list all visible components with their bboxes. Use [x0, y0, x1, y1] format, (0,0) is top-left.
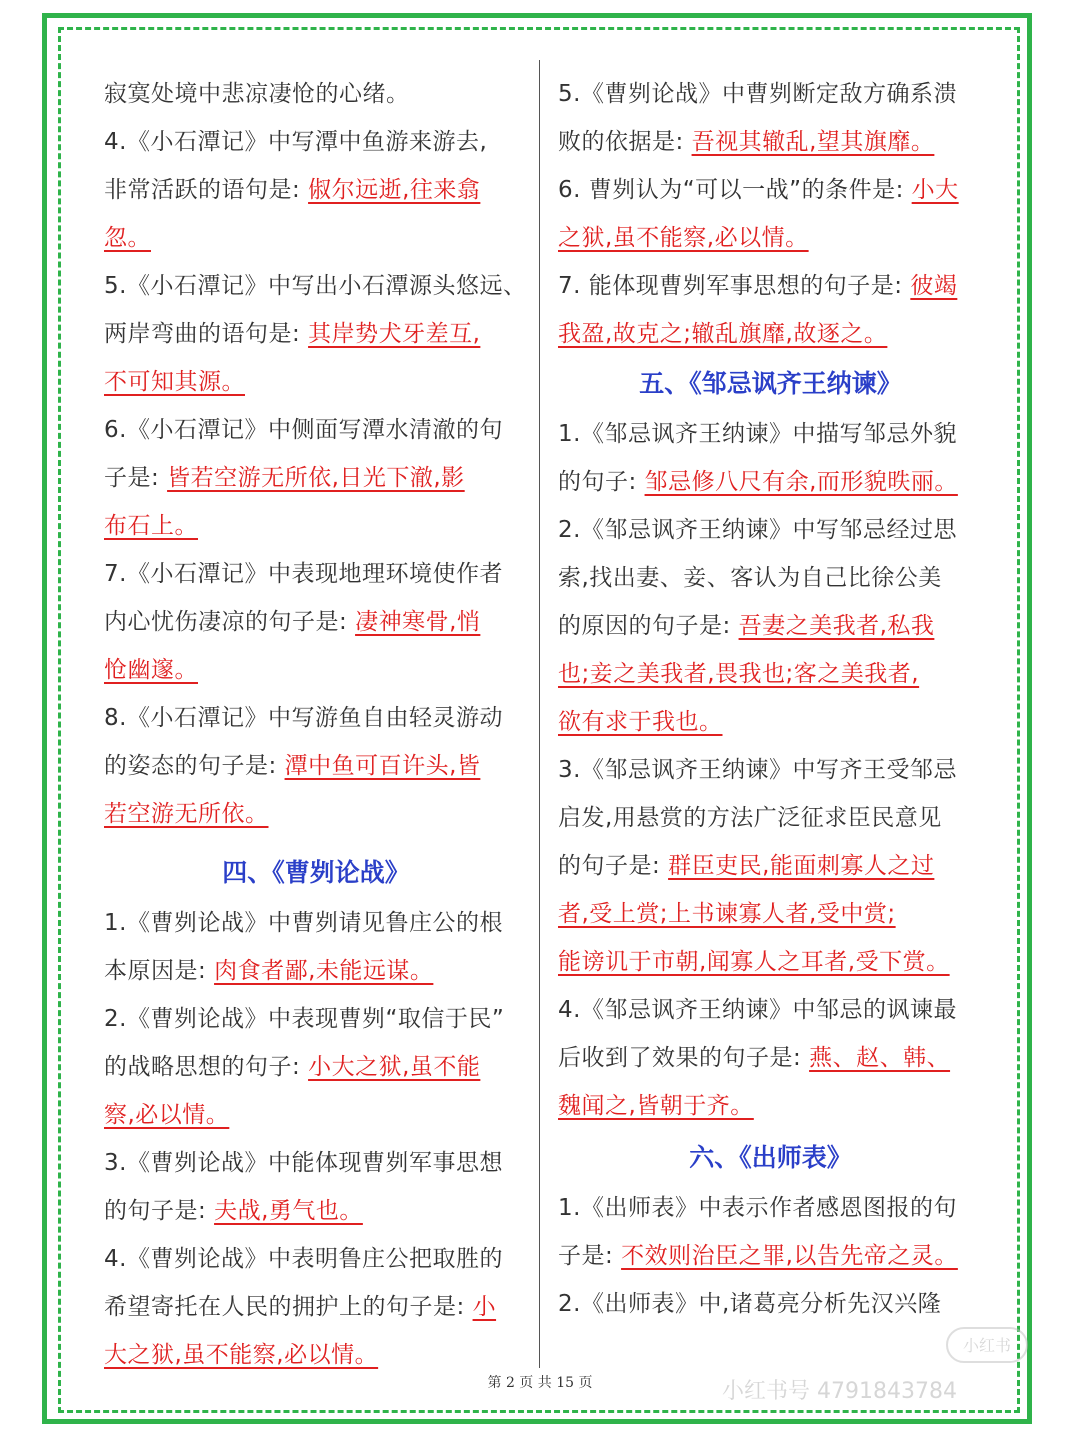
question-text: 2.《曹刿论战》中表现曹刿“取信于民” [104, 1006, 505, 1032]
question-text: 本原因是: [104, 958, 215, 984]
text-line [558, 118, 983, 166]
right-lines-3 [558, 1184, 983, 1328]
question-text: 启发,用悬赏的方法广泛征求臣民意见 [558, 805, 942, 831]
question-text: 5.《小石潭记》中写出小石潭源头悠远、 [104, 273, 527, 299]
text-line [558, 506, 983, 554]
text-line [558, 410, 983, 458]
question-text: 4.《小石潭记》中写潭中鱼游来游去, [104, 129, 488, 155]
answer-text: 吾视其辙乱,望其旗靡。 [691, 129, 935, 155]
answer-text: 魏闻之,皆朝于齐。 [558, 1093, 754, 1119]
text-line [104, 1235, 528, 1283]
text-line [558, 166, 983, 214]
text-line [558, 842, 983, 890]
question-text: 子是: [558, 1243, 622, 1269]
question-text: 的战略思想的句子: [104, 1054, 309, 1080]
question-text: 2.《邹忌讽齐王纳谏》中写邹忌经过思 [558, 517, 957, 543]
text-line [104, 694, 528, 742]
question-text: 7.《小石潭记》中表现地理环境使作者 [104, 561, 503, 587]
answer-text: 小大 [911, 177, 959, 203]
text-line [558, 1082, 983, 1130]
text-line [558, 214, 983, 262]
text-line [104, 454, 528, 502]
section-heading-zou-ji: 五、《邹忌讽齐王纳谏》 [639, 369, 902, 398]
question-text: 非常活跃的语句是: [104, 177, 309, 203]
text-line [104, 262, 528, 310]
left-lines [104, 70, 528, 838]
right-lines-2 [558, 410, 983, 1130]
question-text: 败的依据是: [558, 129, 692, 155]
question-text: 后收到了效果的句子是: [558, 1045, 810, 1071]
question-text: 3.《曹刿论战》中能体现曹刿军事思想 [104, 1150, 503, 1176]
text-line [104, 214, 528, 262]
text-line [558, 794, 983, 842]
answer-text: 布石上。 [104, 513, 198, 539]
question-text: 1.《邹忌讽齐王纳谏》中描写邹忌外貌 [558, 421, 957, 447]
text-line [558, 938, 983, 986]
question-text: 4.《曹刿论战》中表明鲁庄公把取胜的 [104, 1246, 503, 1272]
answer-text: 夫战,勇气也。 [214, 1198, 363, 1224]
answer-text: 欲有求于我也。 [558, 709, 723, 735]
question-text: 内心忧伤凄凉的句子是: [104, 609, 356, 635]
right-lines [558, 70, 983, 358]
answer-text: 之狱,虽不能察,必以情。 [558, 225, 809, 251]
answer-text: 其岸势犬牙差互, [308, 321, 481, 347]
answer-text: 肉食者鄙,未能远谋。 [214, 958, 434, 984]
left-lines-2 [104, 899, 528, 1379]
question-text: 希望寄托在人民的拥护上的句子是: [104, 1294, 473, 1320]
question-text: 5.《曹刿论战》中曹刿断定敌方确系溃 [558, 81, 957, 107]
answer-text: 彼竭 [910, 273, 958, 299]
question-text: 寂寞处境中悲凉凄怆的心绪。 [104, 81, 410, 107]
answer-text: 俶尔远逝,往来翕 [308, 177, 481, 203]
text-line [104, 947, 528, 995]
answer-text: 忽。 [104, 225, 151, 251]
text-line [104, 118, 528, 166]
question-text: 的姿态的句子是: [104, 753, 285, 779]
question-text: 的句子是: [104, 1198, 215, 1224]
text-line [558, 1232, 983, 1280]
answer-text: 怆幽邃。 [104, 657, 198, 683]
answer-text: 察,必以情。 [104, 1102, 230, 1128]
answer-text: 凄神寒骨,悄 [355, 609, 481, 635]
answer-text: 邹忌修八尺有余,而形貌昳丽。 [644, 469, 958, 495]
text-line [104, 166, 528, 214]
text-line [558, 650, 983, 698]
question-text: 两岸弯曲的语句是: [104, 321, 309, 347]
text-line [558, 602, 983, 650]
section-heading-cao-gui: 四、《曹刿论战》 [222, 858, 410, 887]
text-line [104, 310, 528, 358]
text-line [558, 554, 983, 602]
answer-text: 也;妾之美我者,畏我也;客之美我者, [558, 661, 920, 687]
text-line [104, 70, 528, 118]
question-text: 子是: [104, 465, 168, 491]
answer-text: 大之狱,虽不能察,必以情。 [104, 1342, 379, 1368]
answer-text: 若空游无所依。 [104, 801, 269, 827]
question-text: 6. 曹刿认为“可以一战”的条件是: [558, 177, 912, 203]
question-text: 索,找出妻、妾、客认为自己比徐公美 [558, 565, 942, 591]
text-line [104, 646, 528, 694]
question-text: 的原因的句子是: [558, 613, 739, 639]
text-line [104, 899, 528, 947]
section-heading-chu-shi-biao: 六、《出师表》 [689, 1143, 852, 1172]
right-column [558, 70, 983, 1328]
answer-text: 不可知其源。 [104, 369, 245, 395]
text-line [558, 698, 983, 746]
question-text: 7. 能体现曹刿军事思想的句子是: [558, 273, 911, 299]
answer-text: 潭中鱼可百许头,皆 [284, 753, 481, 779]
text-line [104, 502, 528, 550]
text-line [558, 458, 983, 506]
text-line [104, 995, 528, 1043]
answer-text: 燕、赵、韩、 [809, 1045, 951, 1071]
question-text: 6.《小石潭记》中侧面写潭水清澈的句 [104, 417, 503, 443]
text-line [104, 550, 528, 598]
watermark-text: 小红书号 4791843784 [722, 1379, 957, 1404]
answer-text: 能谤讥于市朝,闻寡人之耳者,受下赏。 [558, 949, 950, 975]
left-column [104, 70, 528, 1379]
question-text: 1.《曹刿论战》中曹刿请见鲁庄公的根 [104, 910, 503, 936]
answer-text: 吾妻之美我者,私我 [738, 613, 935, 639]
question-text: 4.《邹忌讽齐王纳谏》中邹忌的讽谏最 [558, 997, 957, 1023]
text-line [558, 746, 983, 794]
answer-text: 不效则治臣之罪,以告先帝之灵。 [621, 1243, 958, 1269]
text-line [558, 262, 983, 310]
text-line [104, 1043, 528, 1091]
text-line [558, 890, 983, 938]
page-number: 第 2 页 共 15 页 [487, 1375, 593, 1391]
answer-text: 小大之狱,虽不能 [308, 1054, 481, 1080]
text-line [558, 1034, 983, 1082]
text-line [104, 790, 528, 838]
question-text: 3.《邹忌讽齐王纳谏》中写齐王受邹忌 [558, 757, 957, 783]
text-line [558, 986, 983, 1034]
answer-text: 群臣吏民,能面刺寡人之过 [668, 853, 935, 879]
question-text: 的句子是: [558, 853, 669, 879]
text-line [558, 310, 983, 358]
answer-text: 我盈,故克之;辙乱旗靡,故逐之。 [558, 321, 888, 347]
text-line [104, 742, 528, 790]
text-line [104, 1091, 528, 1139]
question-text: 的句子: [558, 469, 645, 495]
text-line [104, 358, 528, 406]
question-text: 2.《出师表》中,诸葛亮分析先汉兴隆 [558, 1291, 942, 1317]
text-line [104, 1283, 528, 1331]
question-text: 1.《出师表》中表示作者感恩图报的句 [558, 1195, 957, 1221]
text-line [104, 598, 528, 646]
text-line [558, 1184, 983, 1232]
answer-text: 者,受上赏;上书谏寡人者,受中赏; [558, 901, 896, 927]
text-line [104, 1187, 528, 1235]
answer-text: 小 [472, 1294, 497, 1320]
text-line [558, 1280, 983, 1328]
text-line [104, 406, 528, 454]
answer-text: 皆若空游无所依,日光下澈,影 [167, 465, 465, 491]
watermark-logo: 小红书 [946, 1327, 1028, 1363]
text-line [104, 1139, 528, 1187]
text-line [558, 70, 983, 118]
question-text: 8.《小石潭记》中写游鱼自由轻灵游动 [104, 705, 503, 731]
column-divider [539, 60, 540, 1368]
